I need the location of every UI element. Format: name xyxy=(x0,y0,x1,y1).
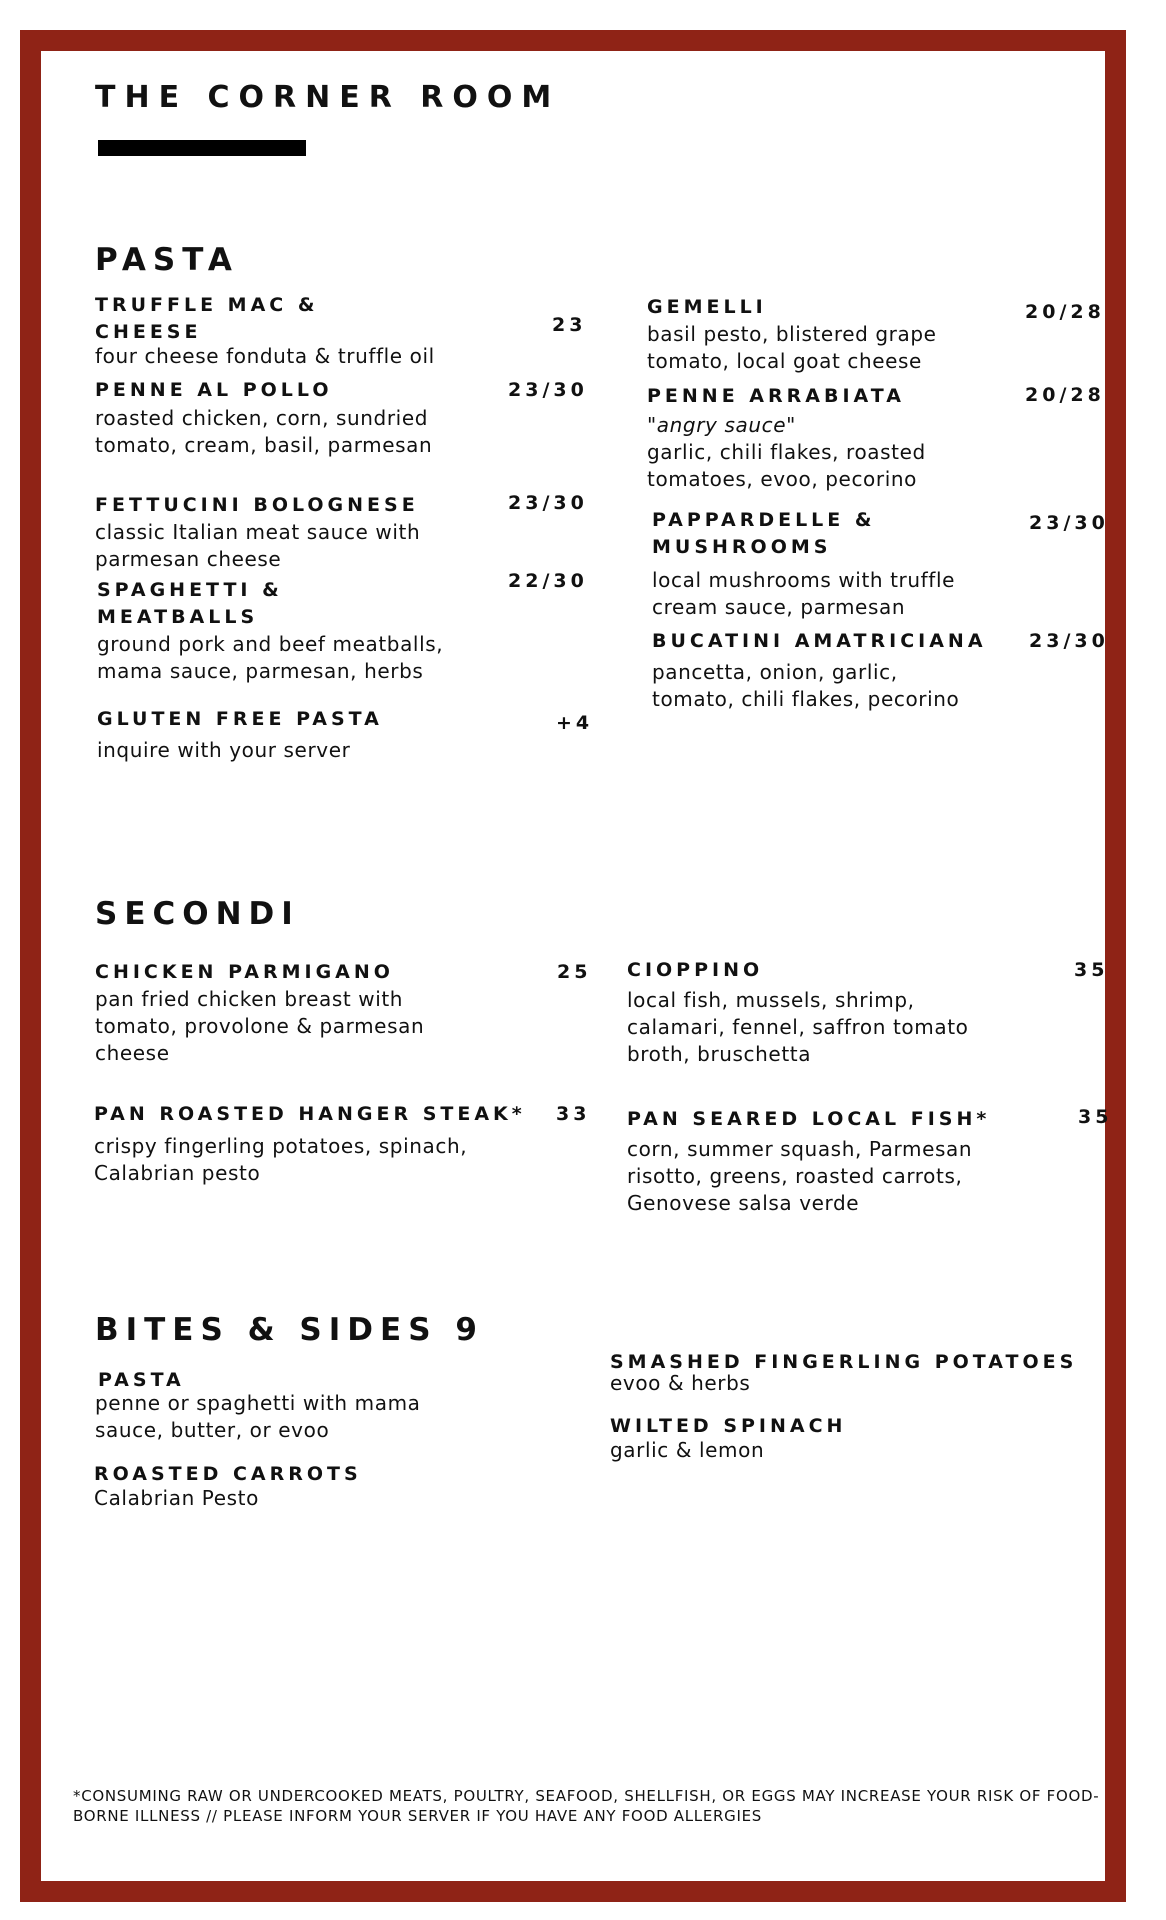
item-name: FETTUCINI BOLOGNESE xyxy=(95,494,419,516)
item-description: pan fried chicken breast with tomato, provolone & parmesan cheese xyxy=(95,987,425,1065)
item-name: SPAGHETTI & MEATBALLS xyxy=(97,579,283,628)
allergy-disclaimer: *CONSUMING RAW OR UNDERCOOKED MEATS, POULTRY, SEAFOOD, SHELLFISH, OR EGGS MAY INCREASE YOUR RISK OF FOOD-BORNE ILLNESS // PLEASE INFORM YOUR SERVER IF YOU HAVE ANY FOOD ALLERGIES xyxy=(73,1787,1100,1825)
item-price: +4 xyxy=(556,712,594,734)
item-description: local fish, mussels, shrimp, calamari, fennel, saffron tomato broth, bruschetta xyxy=(627,988,969,1066)
item-description: ground pork and beef meatballs, mama sauce, parmesan, herbs xyxy=(97,632,444,683)
item-note: "angry sauce" xyxy=(647,413,796,437)
menu-item-penne-al-pollo xyxy=(95,377,515,459)
item-name: WILTED SPINACH xyxy=(610,1415,847,1437)
item-name: CIOPPINO xyxy=(627,959,764,981)
menu-item-cioppino xyxy=(627,957,1007,1068)
menu-item-spaghetti-meatballs xyxy=(97,577,517,685)
item-price: 23/30 xyxy=(1029,512,1109,534)
side-item-wilted-spinach xyxy=(610,1413,1010,1464)
side-item-pasta xyxy=(95,1367,495,1444)
item-name: CHICKEN PARMIGANO xyxy=(95,961,394,983)
menu-item-hanger-steak xyxy=(94,1101,554,1187)
item-description: garlic & lemon xyxy=(610,1438,765,1462)
menu-item-gluten-free-pasta xyxy=(97,706,517,764)
item-name: SMASHED FINGERLING POTATOES xyxy=(610,1351,1078,1373)
item-price: 20/28 xyxy=(1025,384,1105,406)
item-name: TRUFFLE MAC & CHEESE xyxy=(95,294,319,343)
menu-item-penne-arrabiata xyxy=(647,383,1027,493)
item-price: 35 xyxy=(1074,959,1109,981)
menu-item-pan-seared-fish xyxy=(627,1106,1027,1217)
item-price: 23/30 xyxy=(508,492,588,514)
item-name: PAPPARDELLE & MUSHROOMS xyxy=(652,509,876,558)
item-price: 23/30 xyxy=(1029,630,1109,652)
section-heading-secondi: SECONDI xyxy=(95,896,300,932)
menu-item-bucatini-amatriciana xyxy=(652,628,1022,713)
side-item-roasted-carrots xyxy=(94,1461,494,1512)
item-price: 23/30 xyxy=(508,379,588,401)
item-price: 35 xyxy=(1078,1106,1113,1128)
item-name: PAN SEARED LOCAL FISH* xyxy=(627,1108,991,1130)
menu-item-fettucini-bolognese xyxy=(95,492,515,573)
item-description: crispy fingerling potatoes, spinach, Calabrian pesto xyxy=(94,1134,468,1185)
menu-item-chicken-parmigano xyxy=(95,959,535,1067)
item-name: GEMELLI xyxy=(647,296,767,318)
menu-item-pappardelle-mushrooms xyxy=(652,507,1012,621)
item-name: PASTA xyxy=(98,1369,185,1391)
side-item-smashed-potatoes xyxy=(610,1349,1110,1397)
item-description: local mushrooms with truffle cream sauce, parmesan xyxy=(652,568,956,619)
restaurant-name: THE CORNER ROOM xyxy=(95,80,561,115)
item-name: PENNE AL POLLO xyxy=(95,379,333,401)
menu-item-truffle-mac xyxy=(95,292,395,346)
item-description: classic Italian meat sauce with parmesan cheese xyxy=(95,520,421,571)
section-heading-sides: BITES & SIDES 9 xyxy=(95,1312,484,1348)
item-name: PAN ROASTED HANGER STEAK* xyxy=(94,1103,526,1125)
item-name: ROASTED CARROTS xyxy=(94,1463,362,1485)
item-description: garlic, chili flakes, roasted tomatoes, evoo, pecorino xyxy=(647,440,926,491)
menu-item-gemelli xyxy=(647,294,1027,375)
menu-item-truffle-mac-desc xyxy=(95,343,515,370)
item-description: roasted chicken, corn, sundried tomato, cream, basil, parmesan xyxy=(95,406,433,457)
title-underline xyxy=(98,140,306,156)
item-description: evoo & herbs xyxy=(610,1371,751,1395)
section-heading-pasta: PASTA xyxy=(95,242,239,278)
item-price: 25 xyxy=(557,961,592,983)
item-description: Calabrian Pesto xyxy=(94,1486,259,1510)
item-name: PENNE ARRABIATA xyxy=(647,385,905,407)
item-description: corn, summer squash, Parmesan risotto, greens, roasted carrots, Genovese salsa verde xyxy=(627,1137,973,1215)
item-price: 23 xyxy=(552,314,587,336)
item-description: inquire with your server xyxy=(97,738,351,762)
item-description: penne or spaghetti with mama sauce, butter, or evoo xyxy=(95,1391,421,1442)
item-name: BUCATINI AMATRICIANA xyxy=(652,630,987,652)
item-description: four cheese fonduta & truffle oil xyxy=(95,344,435,368)
item-description: pancetta, onion, garlic, tomato, chili flakes, pecorino xyxy=(652,660,960,711)
item-price: 33 xyxy=(556,1103,591,1125)
item-price: 20/28 xyxy=(1025,301,1105,323)
item-price: 22/30 xyxy=(508,570,588,592)
item-description: basil pesto, blistered grape tomato, local goat cheese xyxy=(647,322,937,373)
item-name: GLUTEN FREE PASTA xyxy=(97,708,383,730)
